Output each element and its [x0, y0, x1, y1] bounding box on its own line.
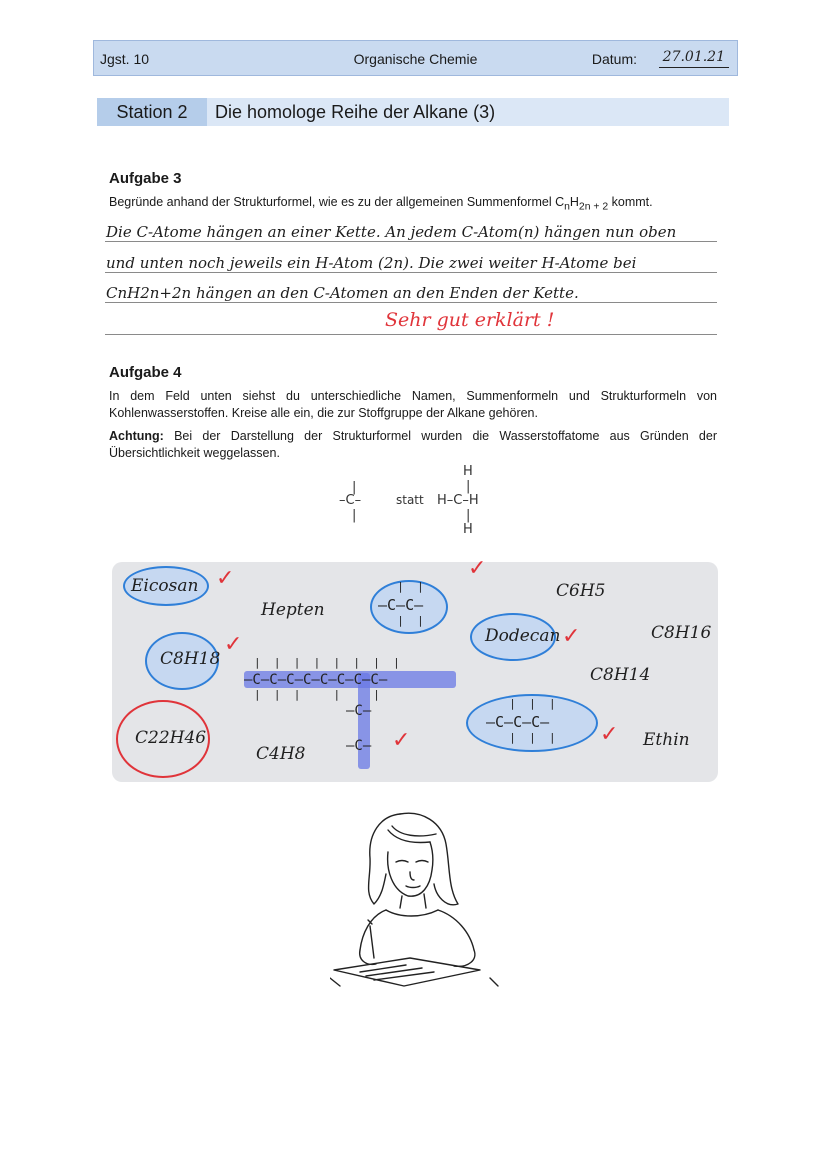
writing-line [105, 334, 717, 335]
task4-title: Aufgabe 4 [109, 364, 182, 381]
item-eicosan: Eicosan [131, 576, 199, 596]
item-hepten: Hepten [261, 600, 325, 620]
check-icon: ✓ [216, 566, 235, 591]
item-branched-chain: –C–C–C–C–C–C–C–C– [244, 672, 388, 688]
teacher-feedback: Sehr gut erklärt ! [385, 309, 555, 331]
answer-line-3: CnH2n+2n hängen an den C-Atomen an den Enden der Kette. [106, 284, 579, 302]
item-c2: –C–C– [378, 596, 424, 614]
item-c8h14: C8H14 [590, 665, 651, 685]
writing-line [105, 272, 717, 273]
check-icon: ✓ [224, 632, 243, 657]
item-c22h46: C22H46 [135, 728, 207, 748]
note-text: Bei der Darstellung der Strukturformel wurden die Wasserstoffatome aus Gründen der Übersichtlichkeit weggelassen. [109, 429, 717, 460]
c2-bonds-top: | | [384, 580, 424, 593]
c3-bonds-top: | | | [496, 697, 556, 710]
example-bottom-h: H [463, 522, 473, 537]
chain-bonds-top: | | | | | | | | [254, 656, 400, 669]
check-icon: ✓ [468, 556, 487, 581]
task3-title: Aufgabe 3 [109, 170, 182, 187]
item-c3: –C–C–C– [486, 713, 550, 731]
item-ethin: Ethin [643, 730, 690, 750]
check-icon: ✓ [392, 728, 411, 753]
item-branch-c1: –C– [346, 703, 372, 719]
prompt-sub: n [564, 201, 570, 213]
prompt-sub: 2n + 2 [578, 201, 609, 213]
c3-bonds-bottom: | | | [496, 731, 556, 744]
writing-line [105, 302, 717, 303]
item-c4h8: C4H8 [256, 744, 306, 764]
grade-label: Jgst. 10 [100, 51, 150, 67]
note-label: Achtung: [109, 429, 164, 443]
example-top-h: H [463, 464, 473, 479]
item-c8h16: C8H16 [651, 623, 712, 643]
task4-text: In dem Feld unten siehst du unterschiedliche Namen, Summenformeln und Strukturformeln von Kohlenwasserstoffen. Kreise alle ein, die zur Stoffgruppe der Alkane gehören. [109, 389, 717, 420]
subject-label: Organische Chemie [353, 51, 478, 67]
item-dodecan: Dodecan [485, 626, 561, 646]
girl-writing-illustration [330, 800, 500, 990]
prompt-part: H [569, 195, 579, 209]
answer-line-1: Die C-Atome hängen an einer Kette. An jedem C-Atom(n) hängen nun oben [106, 223, 677, 241]
example-left-formula: –C– [339, 493, 362, 508]
page-header [93, 40, 738, 76]
item-c6h5: C6H5 [556, 581, 606, 601]
prompt-part: kommt. [608, 195, 653, 209]
writing-line [105, 241, 717, 242]
item-c8h18: C8H18 [160, 649, 221, 669]
bond-top-left: | [352, 480, 357, 495]
check-icon: ✓ [562, 624, 581, 649]
example-right-formula: H–C–H [437, 493, 479, 508]
check-icon: ✓ [600, 722, 619, 747]
bond-bottom-right: | [466, 508, 471, 523]
station-bar [97, 98, 729, 126]
example-statt: statt [396, 493, 424, 507]
station-number: Station 2 [97, 98, 207, 126]
station-title: Die homologe Reihe der Alkane (3) [215, 102, 496, 122]
answer-line-2: und unten noch jeweils ein H-Atom (2n). Die zwei weiter H-Atome bei [106, 254, 637, 272]
item-branch-c2: –C– [346, 738, 372, 754]
date-label: Datum: [591, 51, 637, 67]
task3-prompt [109, 194, 717, 216]
prompt-part: Begründe anhand der Strukturformel, wie es zu der allgemeinen Summenformel C [109, 195, 565, 209]
bond-top-right: | [466, 479, 471, 494]
bond-bottom-left: | [352, 508, 357, 523]
chain-bonds-bottom: | | | | | [254, 688, 380, 701]
task4-note [109, 428, 717, 462]
date-value: 27.01.21 [659, 47, 729, 68]
c2-bonds-bottom: | | [384, 614, 424, 627]
